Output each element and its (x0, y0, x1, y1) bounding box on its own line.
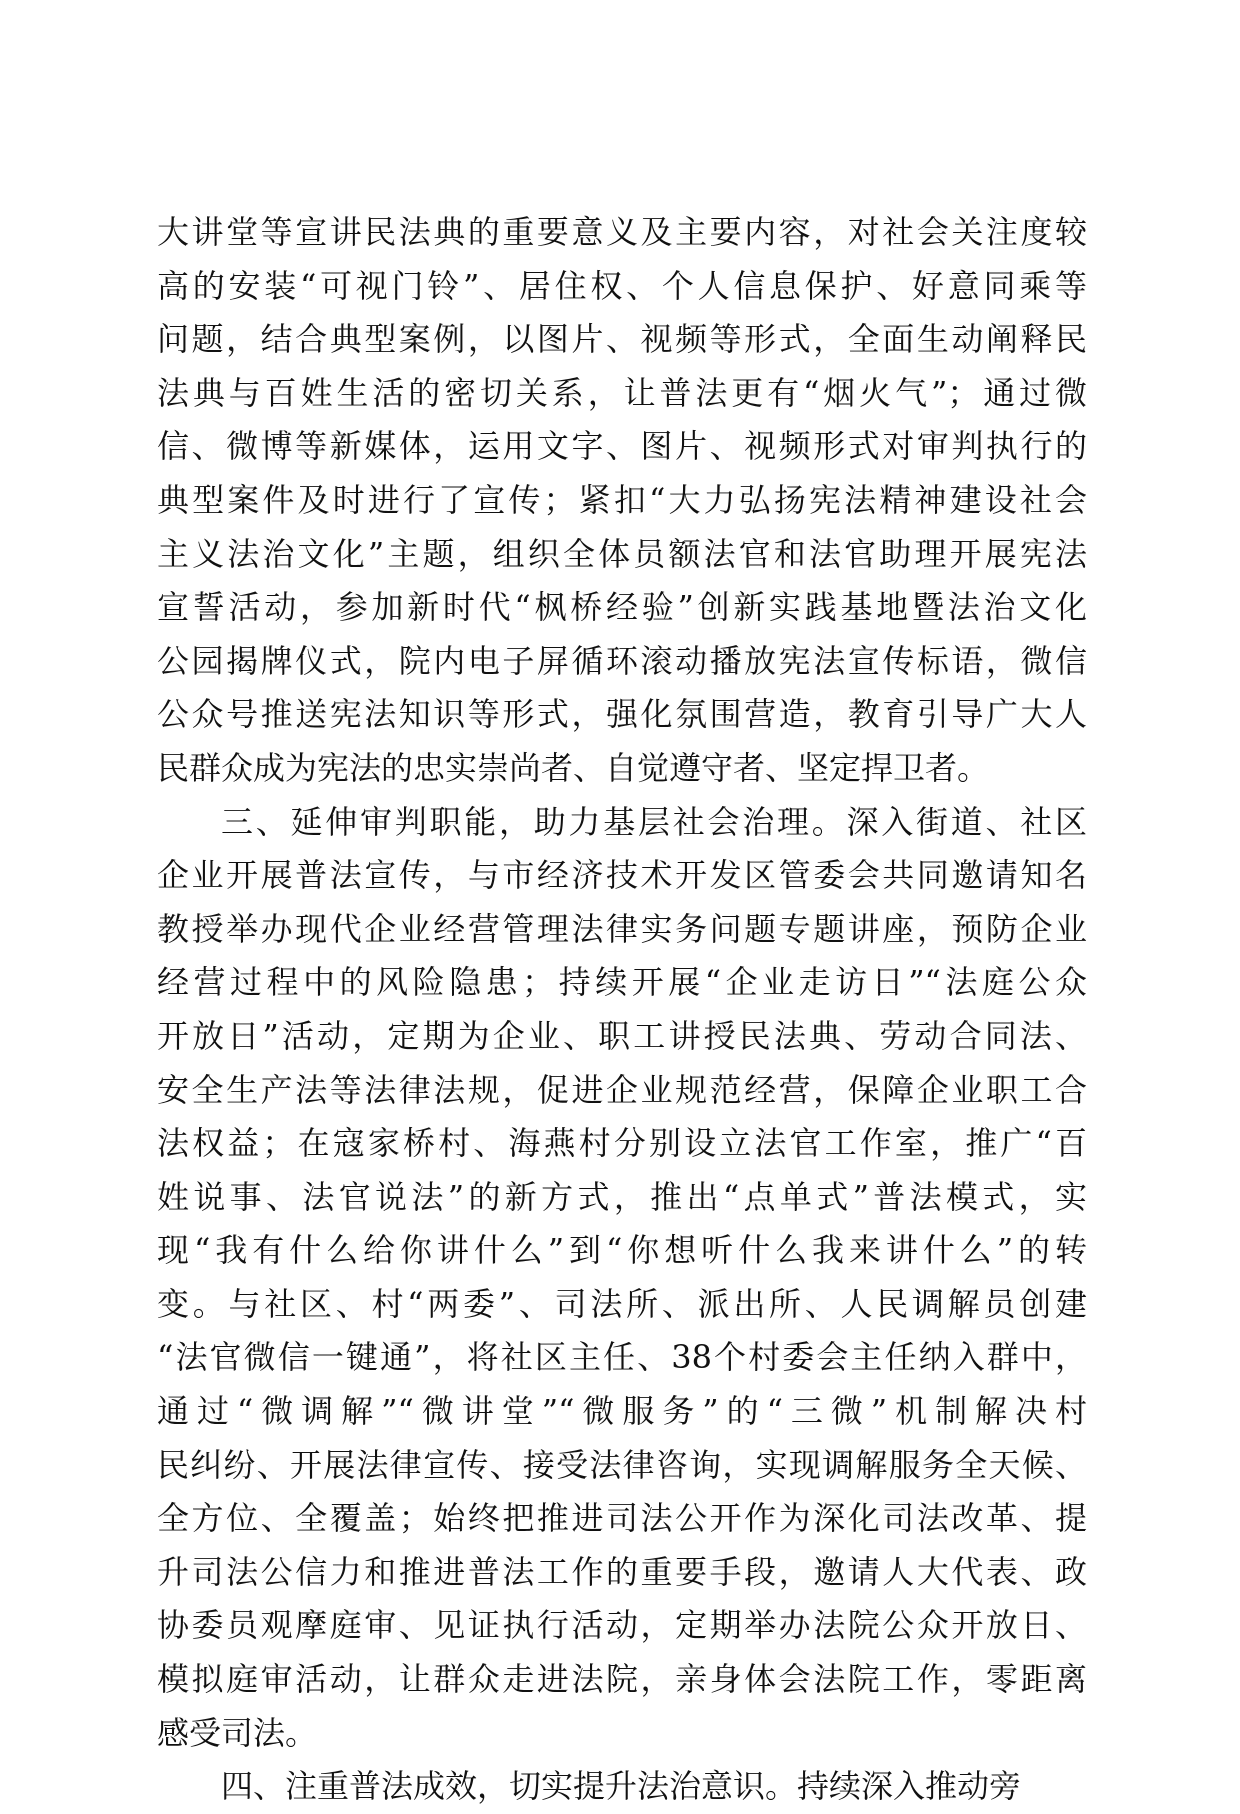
text-line: 高的安装“可视门铃”、居住权、个人信息保护、好意同乘等 (157, 266, 1087, 305)
text-line: 开放日”活动，定期为企业、职工讲授民法典、劳动合同法、 (157, 1016, 1087, 1055)
text-line: 法权益；在寇家桥村、海燕村分别设立法官工作室，推广“百 (157, 1124, 1087, 1163)
text-line: 变。与社区、村“两委”、司法所、派出所、人民调解员创建 (157, 1284, 1087, 1323)
text-line: 公众号推送宪法知识等形式，强化氛围营造，教育引导广大人 (157, 695, 1087, 734)
text-line: 协委员观摩庭审、见证执行活动，定期举办法院公众开放日、 (157, 1606, 1087, 1645)
text-line: 民群众成为宪法的忠实崇尚者、自觉遵守者、坚定捍卫者。 (157, 748, 990, 787)
text-line: 教授举办现代企业经营管理法律实务问题专题讲座，预防企业 (157, 909, 1087, 948)
text-line: 问题，结合典型案例，以图片、视频等形式，全面生动阐释民 (157, 320, 1087, 359)
text-line: 安全生产法等法律法规，促进企业规范经营，保障企业职工合 (157, 1070, 1087, 1109)
text-line: 公园揭牌仪式，院内电子屏循环滚动播放宪法宣传标语，微信 (157, 641, 1087, 680)
document-body (157, 206, 1087, 1814)
text-line: 主义法治文化”主题，组织全体员额法官和法官助理开展宪法 (157, 534, 1087, 573)
text-line: “法官微信一键通”，将社区主任、38个村委会主任纳入群中， (157, 1338, 1087, 1377)
text-line: 典型案件及时进行了宣传；紧扣“大力弘扬宪法精神建设社会 (157, 480, 1087, 519)
text-line: 通过“微调解”“微讲堂”“微服务”的“三微”机制解决村 (157, 1392, 1087, 1431)
text-line: 感受司法。 (157, 1713, 318, 1752)
text-line: 宣誓活动，参加新时代“枫桥经验”创新实践基地暨法治文化 (157, 588, 1087, 627)
text-line: 企业开展普法宣传，与市经济技术开发区管委会共同邀请知名 (157, 856, 1087, 895)
text-line: 全方位、全覆盖；始终把推进司法公开作为深化司法改革、提 (157, 1499, 1087, 1538)
section-heading-line: 四、注重普法成效，切实提升法治意识。持续深入推动旁 (221, 1767, 1022, 1806)
text-line: 经营过程中的风险隐患；持续开展“企业走访日”“法庭公众 (157, 963, 1087, 1002)
text-line: 升司法公信力和推进普法工作的重要手段，邀请人大代表、政 (157, 1552, 1087, 1591)
text-line: 姓说事、法官说法”的新方式，推出“点单式”普法模式，实 (157, 1177, 1087, 1216)
text-line: 大讲堂等宣讲民法典的重要意义及主要内容，对社会关注度较 (157, 213, 1087, 251)
text-line: 民纠纷、开展法律宣传、接受法律咨询，实现调解服务全天候、 (157, 1445, 1087, 1484)
text-line: 信、微博等新媒体，运用文字、图片、视频形式对审判执行的 (157, 427, 1087, 466)
section-heading-line: 三、延伸审判职能，助力基层社会治理。深入街道、社区 (221, 802, 1087, 841)
text-line: 现“我有什么给你讲什么”到“你想听什么我来讲什么”的转 (157, 1231, 1087, 1270)
text-line: 模拟庭审活动，让群众走进法院，亲身体会法院工作，零距离 (157, 1660, 1087, 1699)
text-line: 法典与百姓生活的密切关系，让普法更有“烟火气”；通过微 (157, 373, 1087, 412)
